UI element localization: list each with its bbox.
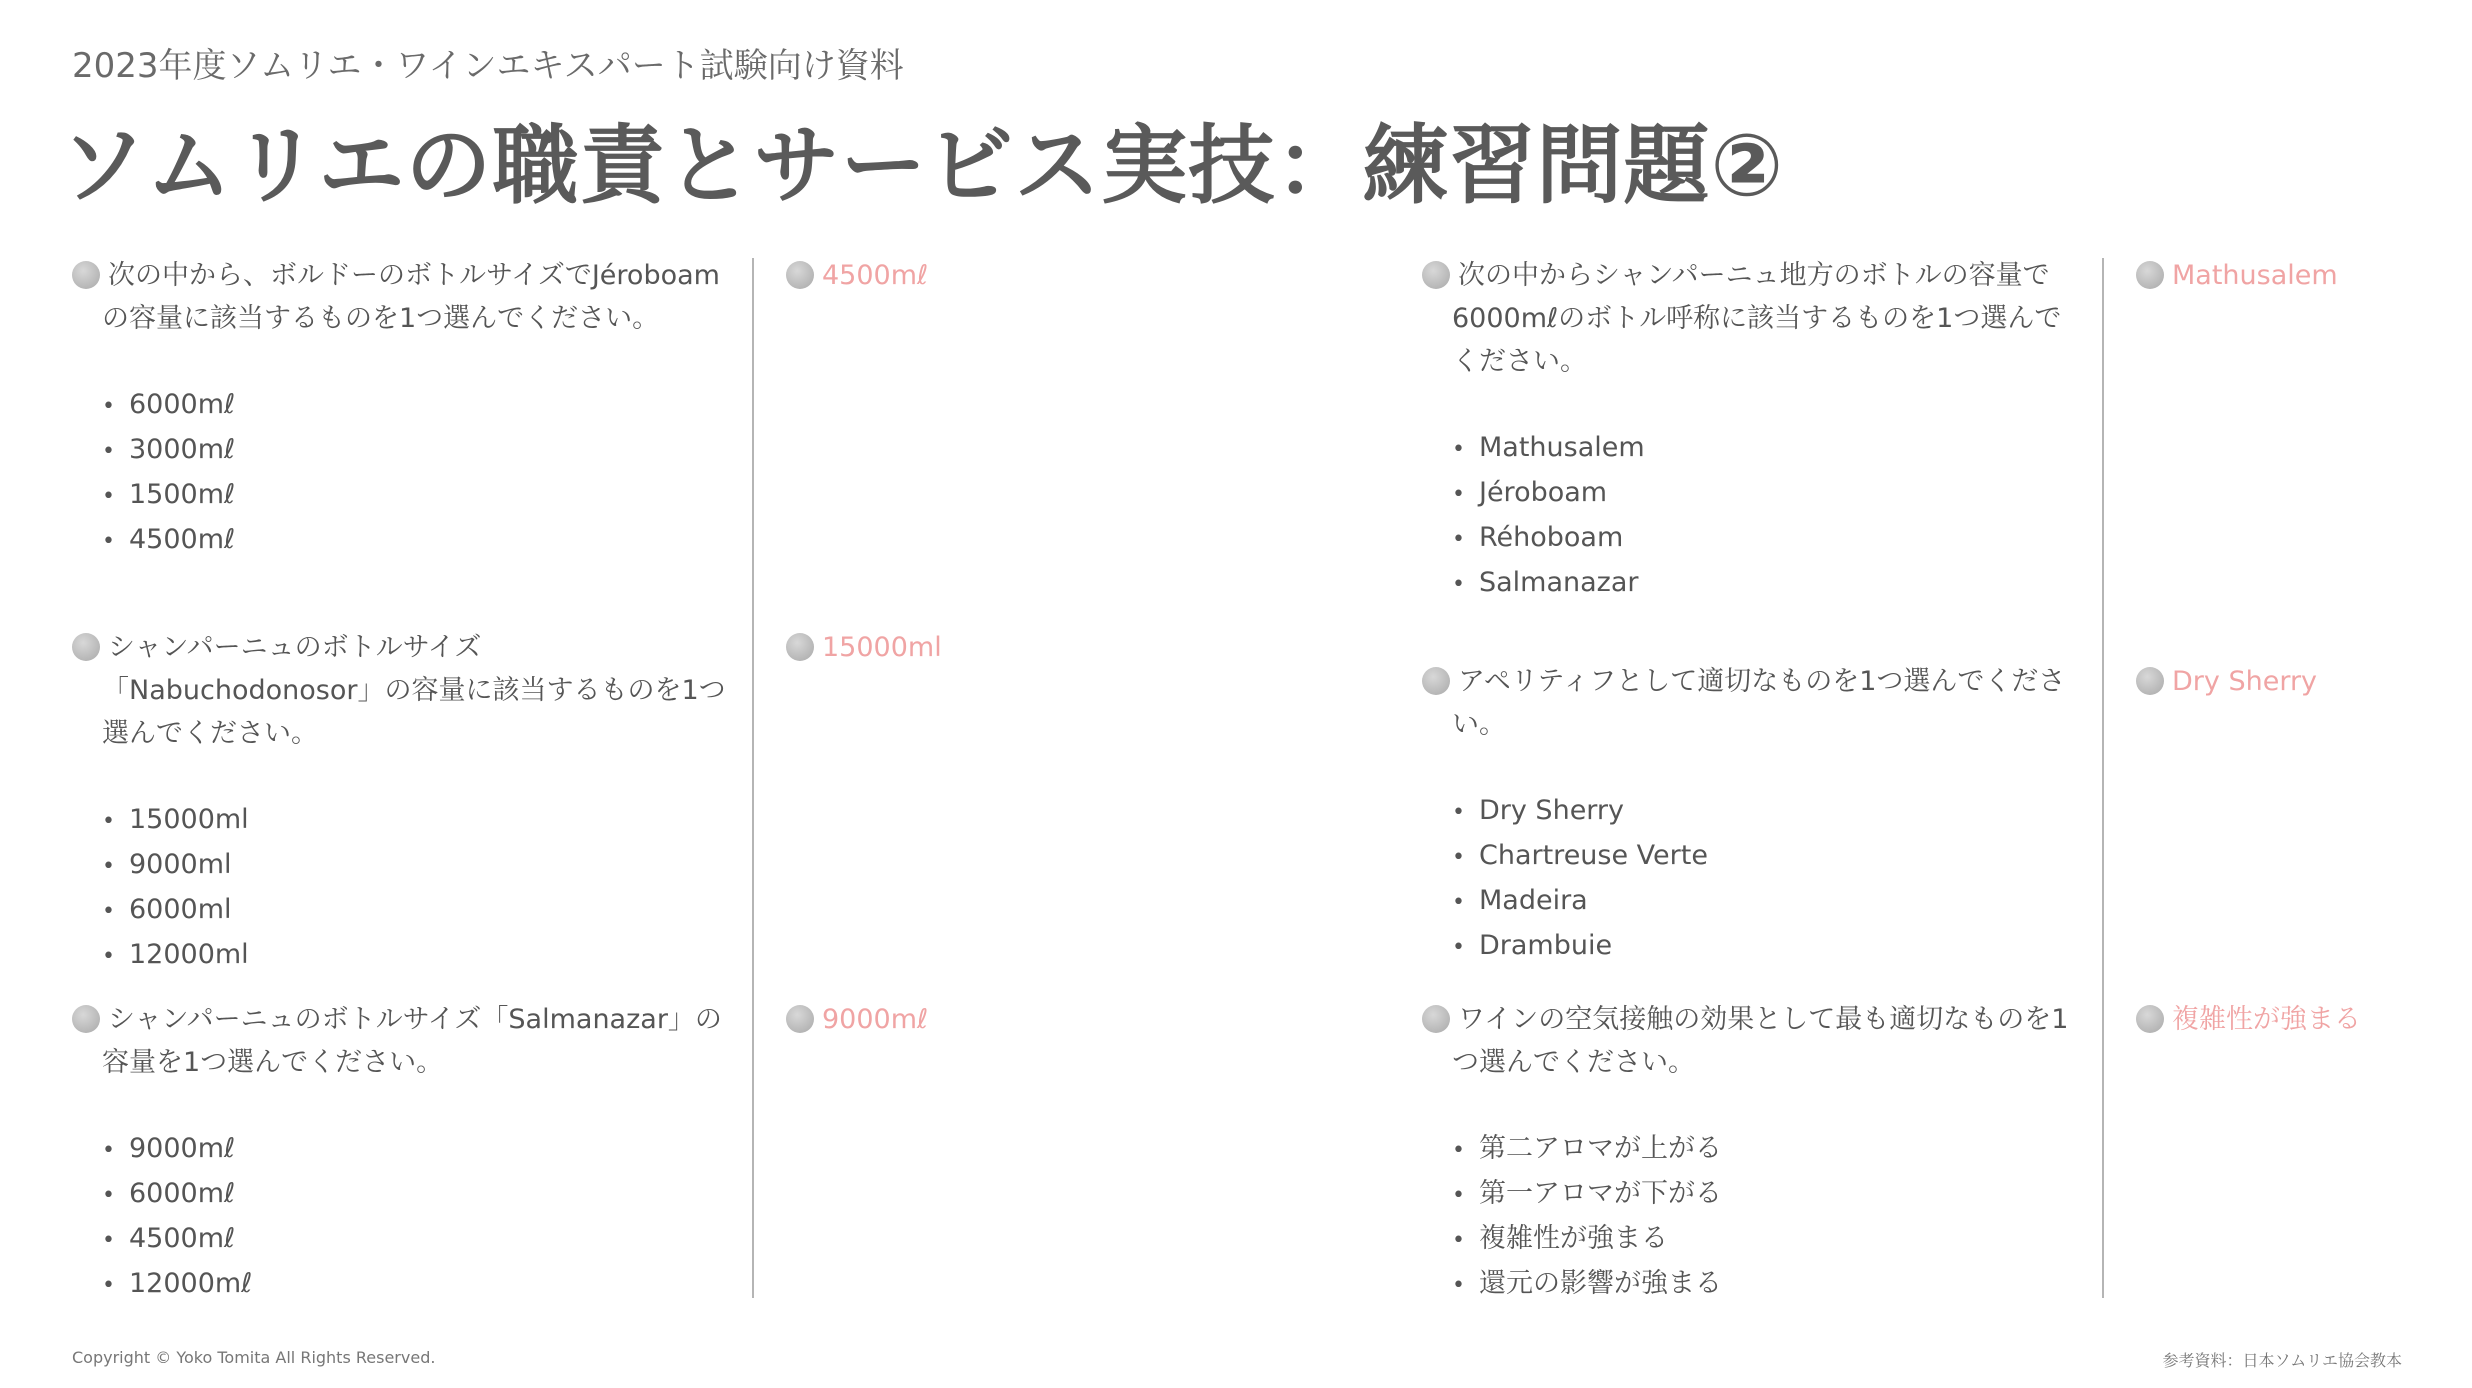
option-item: • 第二アロマが上がる xyxy=(1452,1127,2082,1172)
question-text: 次の中からシャンパーニュ地方のボトルの容量で6000mℓのボトル呼称に該当するものを1つ選んでください。 xyxy=(1422,254,2082,383)
question-text: 次の中から、ボルドーのボトルサイズでJéroboamの容量に該当するものを1つ選んでください。 xyxy=(72,254,732,340)
option-item: • Salmanazar xyxy=(1452,561,2082,606)
bullet-dot-icon xyxy=(72,1005,100,1033)
option-item: • Réhoboam xyxy=(1452,516,2082,561)
answer-6: 複雑性が強まる xyxy=(2136,998,2361,1041)
bullet-dot-icon xyxy=(2136,261,2164,289)
question-text: ワインの空気接触の効果として最も適切なものを1つ選んでください。 xyxy=(1422,998,2082,1084)
option-list xyxy=(1422,426,2082,606)
question-5 xyxy=(1422,660,2082,969)
option-item: • 6000mℓ xyxy=(102,383,732,428)
answer-4: Mathusalem xyxy=(2136,254,2338,297)
option-item: • 12000mℓ xyxy=(102,1262,732,1307)
bullet-dot-icon xyxy=(1422,261,1450,289)
option-item: • 1500mℓ xyxy=(102,473,732,518)
question-text: シャンパーニュのボトルサイズ「Salmanazar」の容量を1つ選んでください。 xyxy=(72,998,732,1084)
answer-3: 9000mℓ xyxy=(786,998,928,1041)
option-item: • 12000ml xyxy=(102,933,732,978)
page-title: ソムリエの職責とサービス実技：練習問題② xyxy=(60,116,1785,216)
option-item: • 6000mℓ xyxy=(102,1172,732,1217)
answer-1: 4500mℓ xyxy=(786,254,928,297)
option-list xyxy=(72,1127,732,1307)
question-2 xyxy=(72,626,732,978)
question-text: シャンパーニュのボトルサイズ「Nabuchodonosor」の容量に該当するものを1つ選んでください。 xyxy=(72,626,732,755)
bullet-dot-icon xyxy=(2136,1005,2164,1033)
divider-right xyxy=(2102,258,2104,1298)
bullet-dot-icon xyxy=(2136,667,2164,695)
option-item: • Mathusalem xyxy=(1452,426,2082,471)
option-item: • Madeira xyxy=(1452,879,2082,924)
option-list xyxy=(1422,789,2082,969)
option-list xyxy=(1422,1127,2082,1307)
reference-note: 参考資料：日本ソムリエ協会教本 xyxy=(2162,1351,2402,1370)
question-3 xyxy=(72,998,732,1307)
question-4 xyxy=(1422,254,2082,606)
option-item: • Drambuie xyxy=(1452,924,2082,969)
option-item: • Dry Sherry xyxy=(1452,789,2082,834)
option-item: • 15000ml xyxy=(102,798,732,843)
question-6 xyxy=(1422,998,2082,1307)
option-list xyxy=(72,798,732,978)
question-text: アペリティフとして適切なものを1つ選んでください。 xyxy=(1422,660,2082,746)
option-item: • 複雑性が強まる xyxy=(1452,1217,2082,1262)
bullet-dot-icon xyxy=(786,261,814,289)
option-item: • 4500mℓ xyxy=(102,518,732,563)
option-item: • 6000ml xyxy=(102,888,732,933)
answer-5: Dry Sherry xyxy=(2136,660,2317,703)
option-item: • 4500mℓ xyxy=(102,1217,732,1262)
copyright-notice: Copyright © Yoko Tomita All Rights Reserved. xyxy=(72,1348,436,1367)
option-item: • 還元の影響が強まる xyxy=(1452,1262,2082,1307)
option-item: • 9000ml xyxy=(102,843,732,888)
option-item: • 9000mℓ xyxy=(102,1127,732,1172)
option-item: • 第一アロマが下がる xyxy=(1452,1172,2082,1217)
question-1 xyxy=(72,254,732,563)
option-item: • 3000mℓ xyxy=(102,428,732,473)
answer-2: 15000ml xyxy=(786,626,942,669)
bullet-dot-icon xyxy=(72,261,100,289)
bullet-dot-icon xyxy=(786,633,814,661)
option-item: • Jéroboam xyxy=(1452,471,2082,516)
option-item: • Chartreuse Verte xyxy=(1452,834,2082,879)
bullet-dot-icon xyxy=(786,1005,814,1033)
option-list xyxy=(72,383,732,563)
bullet-dot-icon xyxy=(1422,667,1450,695)
bullet-dot-icon xyxy=(1422,1005,1450,1033)
divider-left xyxy=(752,258,754,1298)
bullet-dot-icon xyxy=(72,633,100,661)
page-subtitle: 2023年度ソムリエ・ワインエキスパート試験向け資料 xyxy=(72,46,904,86)
